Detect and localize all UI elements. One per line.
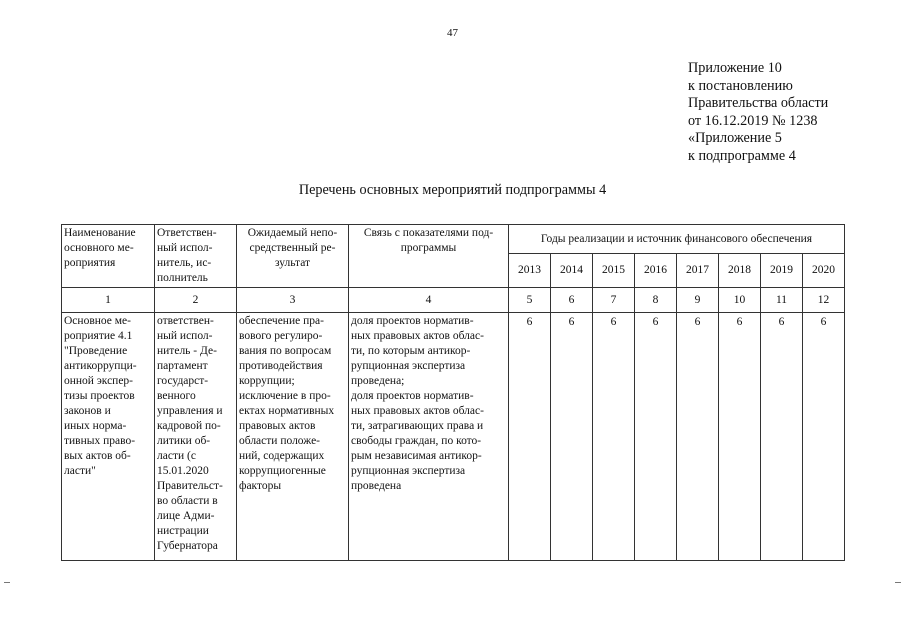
column-number: 1 [62,288,155,313]
measures-table [61,224,845,561]
page-number: 47 [447,27,458,39]
cell-executor: ответствен- ный испол- нитель - Де- партамент государст- венного управления и кадровой по- литики об- ласти (с 15.01.2020 Правительст- во области в лице Адми- нистрации Губернатора [155,313,237,561]
page-edge-mark [4,582,10,583]
header-year: 2020 [803,254,845,288]
appendix-line: Приложение 10 [688,60,782,76]
cell-year-value: 6 [761,313,803,561]
column-number: 6 [551,288,593,313]
column-number: 9 [677,288,719,313]
document-title: Перечень основных мероприятий подпрограммы 4 [298,182,607,198]
appendix-line: «Приложение 5 [688,130,782,147]
appendix-line: к подпрограмме 4 [688,147,796,164]
appendix-line: Правительства области [688,95,829,112]
table-row [62,313,845,561]
header-indicators-link: Связь с показателями под- программы [349,225,509,288]
cell-year-value: 6 [677,313,719,561]
header-measure-name: Наименование основного ме- роприятия [62,225,155,288]
page-edge-mark [895,582,901,583]
column-number: 12 [803,288,845,313]
header-year: 2016 [635,254,677,288]
appendix-line: от 16.12.2019 № 1238 [688,112,818,129]
header-year: 2015 [593,254,635,288]
header-year: 2017 [677,254,719,288]
header-year: 2018 [719,254,761,288]
column-number: 8 [635,288,677,313]
cell-year-value: 6 [509,313,551,561]
cell-year-value: 6 [593,313,635,561]
cell-measure-name: Основное ме- роприятие 4.1 "Проведение антикоррупци- онной экспер- тизы проектов законов и иных норма- тивных право- вых актов об- ласти" [62,313,155,561]
column-number: 4 [349,288,509,313]
column-number: 3 [237,288,349,313]
cell-year-value: 6 [551,313,593,561]
header-year: 2013 [509,254,551,288]
cell-year-value: 6 [803,313,845,561]
column-number: 2 [155,288,237,313]
header-years-group: Годы реализации и источник финансового обеспечения [509,225,845,254]
column-number: 10 [719,288,761,313]
header-expected-result: Ожидаемый непо- средственный ре- зультат [237,225,349,288]
cell-year-value: 6 [635,313,677,561]
column-number: 7 [593,288,635,313]
header-executor: Ответствен- ный испол- нитель, ис- полнитель [155,225,237,288]
appendix-block [688,60,828,166]
header-year: 2019 [761,254,803,288]
cell-year-value: 6 [719,313,761,561]
column-number: 11 [761,288,803,313]
cell-expected-result: обеспечение пра- вового регулиро- вания по вопросам противодействия коррупции; исключение в про- ектах нормативных правовых актов области положе- ний, содержащих коррупциогенные факторы [237,313,349,561]
cell-indicators-link: доля проектов норматив- ных правовых актов облас- ти, по которым антикор- рупционная экспертиза проведена; доля проектов норматив- ных правовых актов облас- ти, затрагивающих права и свободы граждан, по кото- рым независимая антикор- рупционная экспертиза проведена [349,313,509,561]
column-number: 5 [509,288,551,313]
header-year: 2014 [551,254,593,288]
appendix-line: к постановлению [688,77,793,94]
